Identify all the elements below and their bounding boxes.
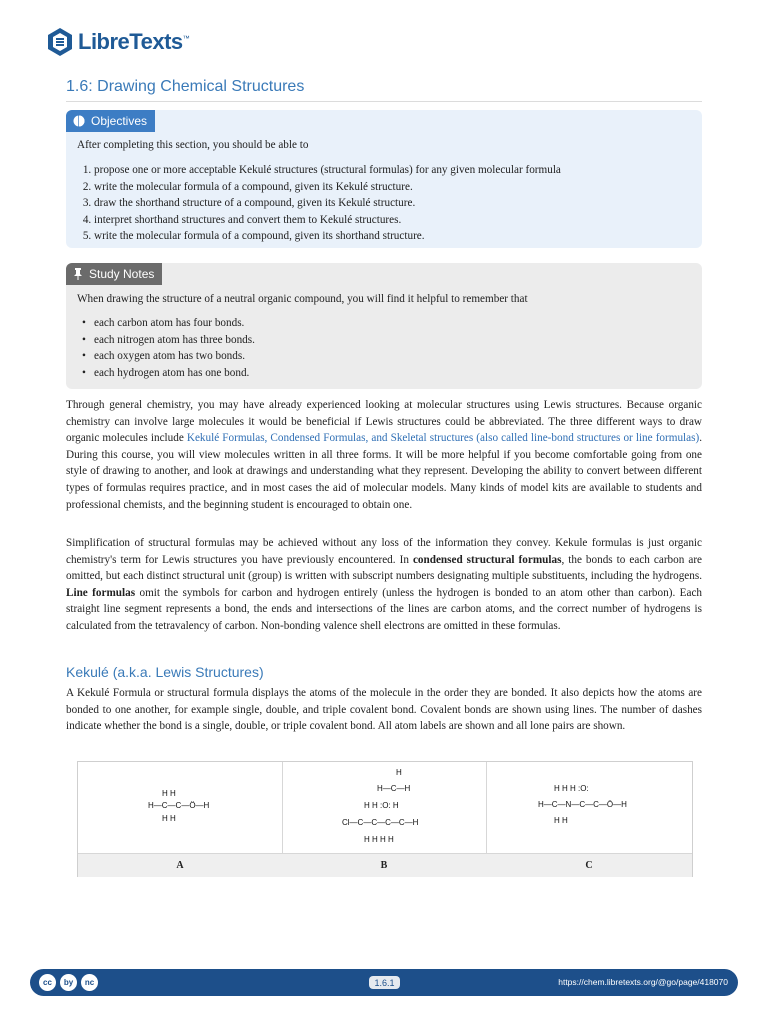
study-notes-box xyxy=(66,263,702,389)
page-title: 1.6: Drawing Chemical Structures xyxy=(66,78,702,102)
study-notes-tab-label: Study Notes xyxy=(89,267,155,281)
structure-c-drawing xyxy=(486,762,692,853)
structure-row: H—C—N—C—C—Ö—H xyxy=(538,800,627,809)
pin-icon xyxy=(73,268,83,280)
footer-bar xyxy=(30,969,738,996)
study-notes-item: • each nitrogen atom has three bonds. xyxy=(94,332,255,349)
objectives-list xyxy=(77,162,561,245)
structure-row: H xyxy=(396,768,402,777)
objectives-item: 3. draw the shorthand structure of a compound, given its Kekulé structure. xyxy=(94,195,561,212)
study-notes-intro: When drawing the structure of a neutral organic compound, you will find it helpful to remember that xyxy=(77,293,528,305)
objectives-tab xyxy=(66,110,155,132)
study-notes-item: • each hydrogen atom has one bond. xyxy=(94,365,255,382)
structure-row: H—C—C—Ö—H xyxy=(148,801,210,810)
structure-row: H H xyxy=(162,814,176,823)
structure-label-b: B xyxy=(282,853,487,877)
structure-types-link[interactable]: Kekulé Formulas, Condensed Formulas, and Skeletal structures (also called line-bond structures or line formulas) xyxy=(186,432,700,445)
libretexts-logo-icon xyxy=(46,27,74,57)
structure-row: H H xyxy=(554,816,568,825)
simplification-paragraph: Simplification of structural formulas may be achieved without any loss of the information they convey. Kekule formulas is just organic chemistry's term for Lewis structures you have previously encountered. In condensed structural formulas, the bonds to each carbon are omitted, but each distinct structural unit (group) is written with subscript numbers designating multiple substituents, including the hydrogens. Line formulas omit the symbols for carbon and hydrogen entirely (unless the hydrogen is bonded to an atom other than carbon). Each straight line segment represents a bond, the ends and intersections of the lines are carbon atoms, and the correct number of hydrogens is calculated from the tetravalency of carbon. Non-bonding valence shell electrons are omitted in these formulas. xyxy=(66,537,703,632)
study-notes-item: • each oxygen atom has two bonds. xyxy=(94,348,255,365)
nc-icon: nc xyxy=(80,973,99,992)
structure-cell-a xyxy=(78,762,283,853)
objectives-item: 4. interpret shorthand structures and convert them to Kekulé structures. xyxy=(94,212,561,229)
structure-row: H H xyxy=(162,789,176,798)
objectives-item: 2. write the molecular formula of a compound, given its Kekulé structure. xyxy=(94,179,561,196)
objectives-item: 5. write the molecular formula of a compound, given its shorthand structure. xyxy=(94,228,561,245)
libretexts-logo[interactable] xyxy=(46,27,189,57)
logo-text: LibreTexts™ xyxy=(78,29,190,54)
study-notes-item: • each carbon atom has four bonds. xyxy=(94,315,255,332)
structure-label-c: C xyxy=(486,853,692,877)
structure-cell-c xyxy=(486,762,692,853)
structure-cell-b xyxy=(282,762,487,853)
structure-row: H—C—H xyxy=(377,784,411,793)
cc-license-badge[interactable] xyxy=(38,973,101,992)
study-notes-tab xyxy=(66,263,162,285)
page-url-link[interactable]: https://chem.libretexts.org/@go/page/418070 xyxy=(558,977,728,987)
structure-row: H H H H xyxy=(364,835,394,844)
page-number: 1.6.1 xyxy=(369,976,400,989)
structure-row: H H :O: H xyxy=(364,801,399,810)
structure-b-drawing xyxy=(282,762,486,853)
objectives-item: 1. propose one or more acceptable Kekulé structures (structural formulas) for any given molecular formula xyxy=(94,162,561,179)
structure-label-a: A xyxy=(78,853,283,877)
study-notes-list xyxy=(77,315,255,381)
objectives-tab-label: Objectives xyxy=(91,114,148,128)
by-icon: by xyxy=(59,973,78,992)
line-formulas-term: Line formulas xyxy=(66,586,136,599)
structure-a-drawing xyxy=(78,762,282,853)
structure-row: Cl—C—C—C—C—H xyxy=(342,818,419,827)
structures-table xyxy=(77,761,693,877)
intro-paragraph: Through general chemistry, you may have already experienced looking at molecular structures using Lewis structures. Because organic chemistry can involve large molecules it would be beneficial if Lewis structures could be abbreviated. The three different ways to draw organic molecules include Kekulé Formulas, Condensed Formulas, and Skeletal structures (also called line-bond structures or line formulas). During this course, you will view molecules written in all three forms. It will be more helpful if you become comfortable going from one style of drawing to another, and look at drawings and understanding what they represent. Developing the ability to convert between different types of formulas requires practice, and in most cases the aid of molecular models. Many kinds of model kits are available to students and professional chemists, and the beginning student is encouraged to obtain one. xyxy=(66,399,702,511)
structure-row: H H H :O: xyxy=(554,784,589,793)
cc-icon: cc xyxy=(38,973,57,992)
objectives-icon xyxy=(73,115,85,127)
section-heading: Kekulé (a.k.a. Lewis Structures) xyxy=(66,664,264,680)
kekule-paragraph: A Kekulé Formula or structural formula displays the atoms of the molecule in the order they are bonded. It also depicts how the atoms are bonded to one another, for example single, double, and triple covalent bond. Covalent bonds are shown using lines. The number of dashes indicate whether the bond is a single, double, or triple covalent bond. All atom labels are shown and all lone pairs are shown. xyxy=(66,687,702,733)
objectives-intro: After completing this section, you should be able to xyxy=(77,139,309,151)
condensed-formulas-term: condensed structural formulas xyxy=(412,553,562,566)
objectives-box xyxy=(66,110,702,248)
